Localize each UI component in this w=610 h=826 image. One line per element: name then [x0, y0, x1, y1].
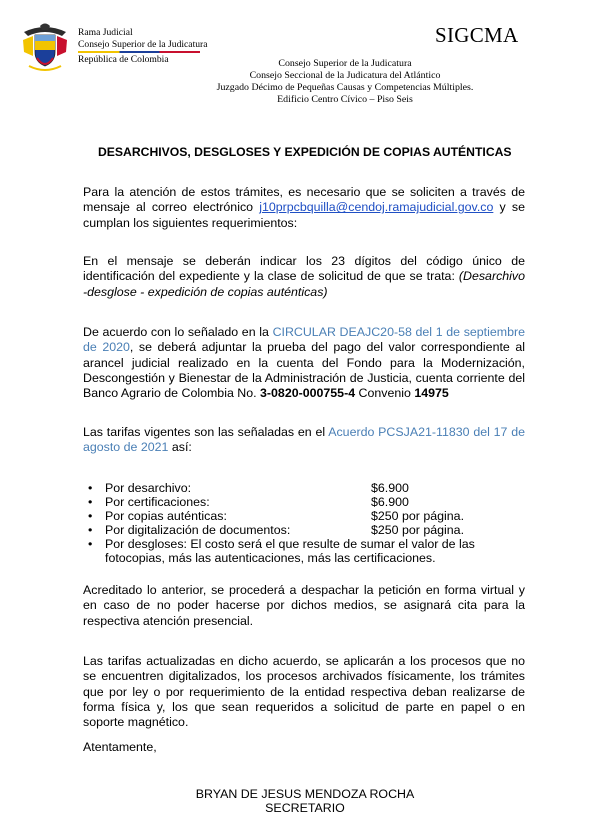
paragraph-request-method	[83, 185, 525, 231]
bullet: •	[88, 509, 93, 524]
p2-request-types: (Desarchivo -desglose - expedición de copias auténticas)	[83, 269, 525, 299]
paragraph-payment	[83, 325, 525, 401]
p3-text: De acuerdo con lo señalado en la	[83, 325, 273, 339]
bullet: •	[88, 537, 93, 552]
rate-item	[88, 523, 528, 537]
email-link[interactable]: j10prpcbquilla@cendoj.ramajudicial.gov.co	[259, 200, 494, 215]
signer-name: BRYAN DE JESUS MENDOZA ROCHA	[195, 787, 415, 801]
p2-text: En el mensaje se deberán indicar los 23 dígitos del código único de identificación del expediente y la clase de solicitud de que se trata:	[83, 254, 525, 284]
rate-label: Por digitalización de documentos:	[105, 523, 291, 538]
paragraph-applicability: Las tarifas actualizadas en dicho acuerdo, se aplicarán a los procesos que no se encuentren digitalizados, los procesos archivados físicamente, los trámites que por ley o por requerimiento de la entidad respectiva deban realizarse de forma física y, los que sean requeridos a solicitud de parte en papel o en soporte magnético.	[83, 654, 525, 730]
convenio-label: Convenio	[355, 386, 415, 401]
office-line: Consejo Seccional de la Judicatura del Atlántico	[249, 70, 441, 81]
sigcma-brand: SIGCMA	[435, 23, 519, 47]
agreement-reference: Acuerdo PCSJA21-11830 del 17 de agosto de 2021	[83, 425, 525, 455]
p1-text-end: y se cumplan los siguientes requerimientos:	[83, 200, 525, 230]
rate-item-desglose	[88, 537, 528, 565]
office-line: Edificio Centro Cívico – Piso Seis	[277, 94, 413, 105]
bullet: •	[88, 481, 93, 495]
entity-consejo-superior: Consejo Superior de la Judicatura	[78, 38, 208, 50]
paragraph-processing: Acreditado lo anterior, se procederá a despachar la petición en forma virtual y en caso de no poder hacerse por dichos medios, se asignará cita para la respectiva atención presencial.	[83, 583, 525, 628]
rate-item	[88, 509, 528, 523]
bank-account-number: 3-0820-000755-4	[260, 386, 356, 401]
colombia-coat-of-arms-logo	[20, 22, 70, 74]
entity-republica: República de Colombia	[78, 53, 169, 65]
signature-block	[0, 787, 610, 815]
rates-list	[88, 481, 528, 566]
rate-value: $250 por página.	[371, 509, 465, 524]
rate-value: $6.900	[371, 481, 409, 495]
document-title: DESARCHIVOS, DESGLOSES Y EXPEDICIÓN DE COPIAS AUTÉNTICAS	[98, 145, 512, 159]
bullet: •	[88, 523, 93, 538]
bullet: •	[88, 495, 93, 510]
rate-value: $6.900	[371, 495, 409, 510]
entity-rama-judicial: Rama Judicial	[78, 27, 133, 38]
closing-salutation: Atentamente,	[83, 740, 157, 754]
circular-reference: CIRCULAR DEAJC20-58 del 1 de septiembre de 2020	[83, 325, 525, 355]
rate-label: Por desarchivo:	[105, 481, 192, 495]
office-line: Juzgado Décimo de Pequeñas Causas y Competencias Múltiples.	[216, 82, 474, 93]
office-address-block	[120, 58, 570, 106]
tricolor-rule	[78, 51, 200, 53]
p1-text: Para la atención de estos trámites, es necesario que se soliciten a través de mensaje al correo electrónico	[83, 185, 525, 215]
rate-desglose-text: Por desgloses: El costo será el que resulte de sumar el valor de las fotocopias, más las autenticaciones, más las certificaciones.	[105, 537, 475, 566]
p4-text: Las tarifas vigentes son las señaladas en el	[83, 425, 329, 439]
paragraph-rates-intro	[83, 425, 525, 456]
rate-label: Por copias auténticas:	[105, 509, 227, 524]
paragraph-message-requirements	[83, 254, 525, 300]
rate-label: Por certificaciones:	[105, 495, 210, 510]
signer-role: SECRETARIO	[265, 801, 345, 815]
rate-value: $250 por página.	[371, 523, 465, 538]
rate-item	[88, 495, 528, 509]
office-line: Consejo Superior de la Judicatura	[278, 58, 412, 69]
p4-text-end: así:	[168, 440, 192, 455]
rate-item	[88, 481, 528, 495]
p3-text-middle: , se deberá adjuntar la prueba del pago del valor correspondiente al arancel judicial realizado en la cuenta del Fondo para la Modernización, Descongestión y Bienestar de la Administración de Justicia, cuenta corriente del Banco Agrario de Colombia No.	[83, 340, 525, 401]
convenio-number: 14975	[414, 386, 449, 401]
